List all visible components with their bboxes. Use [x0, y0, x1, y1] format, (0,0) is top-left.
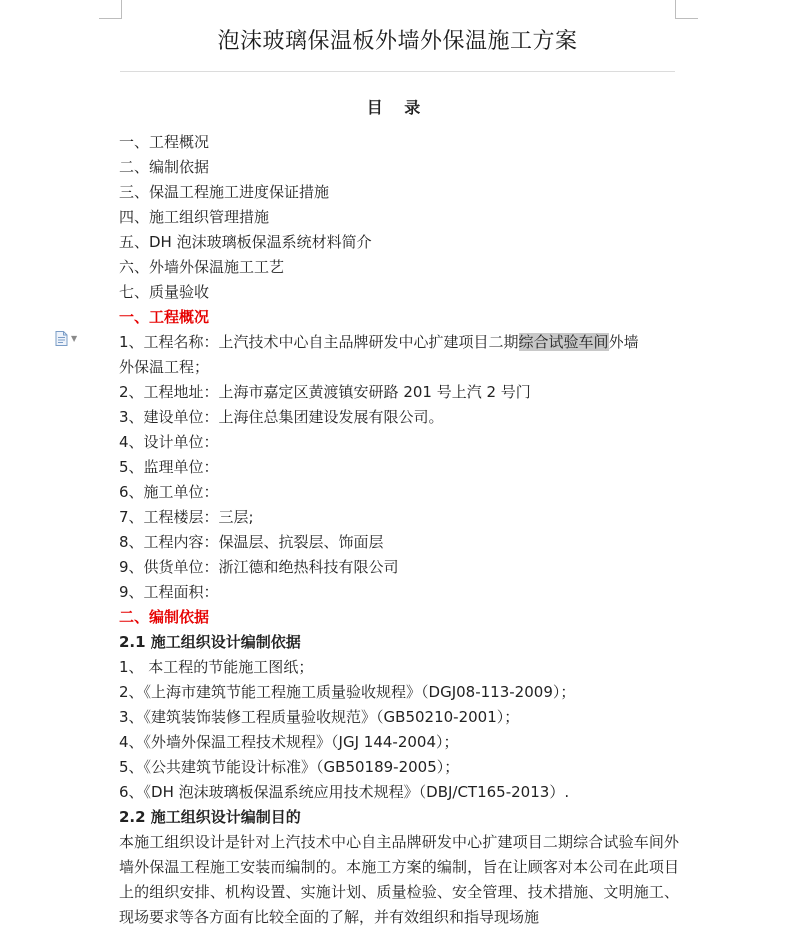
project-name-continuation: 外保温工程；	[119, 358, 210, 376]
highlighted-text: 综合试验车间	[518, 333, 609, 351]
page-corner-mark-left	[99, 0, 122, 19]
overview-item: 9、供货单位：浙江德和绝热科技有限公司	[119, 558, 399, 576]
toc-item[interactable]: 七、质量验收	[119, 283, 210, 301]
toc-item[interactable]: 三、保温工程施工进度保证措施	[119, 183, 330, 201]
subsection-heading: 2.1 施工组织设计编制依据	[119, 633, 301, 651]
overview-item: 7、工程楼层：三层;	[119, 508, 254, 526]
overview-item: 5、监理单位：	[119, 458, 219, 476]
subsection-heading: 2.2 施工组织设计编制目的	[119, 808, 301, 826]
overview-item: 4、设计单位：	[119, 433, 219, 451]
page-corner-mark-right	[675, 0, 698, 19]
toc-item[interactable]: 六、外墙外保温施工工艺	[119, 258, 285, 276]
basis-item: 2、《上海市建筑节能工程施工质量验收规程》（DGJ08-113-2009）；	[119, 683, 576, 701]
overview-item: 6、施工单位：	[119, 483, 219, 501]
document-title: 泡沫玻璃保温板外墙外保温施工方案	[217, 29, 578, 54]
purpose-paragraph: 本施工组织设计是针对上汽技术中心自主品牌研发中心扩建项目二期综合试验车间外墙外保温工程施工安装而编制的。本施工方案的编制，旨在让顾客对本公司在此项目上的组织安排、机构设置、实施计划、质量检验、安全管理、技术措施、文明施工、现场要求等各方面有比较全面的了解，并有效组织和指导现场施	[119, 833, 679, 926]
toc-item[interactable]: 五、DH 泡沫玻璃板保温系统材料简介	[119, 233, 372, 251]
toc-item[interactable]: 二、编制依据	[119, 158, 210, 176]
title-divider	[120, 71, 675, 72]
section-heading-basis: 二、编制依据	[119, 608, 210, 626]
project-name-text-end: 外墙	[608, 333, 639, 351]
overview-item: 3、建设单位：上海住总集团建设发展有限公司。	[119, 408, 444, 426]
toc-heading: 目 录	[366, 98, 429, 117]
overview-item: 2、工程地址：上海市嘉定区黄渡镇安研路 201 号上汽 2 号门	[119, 383, 531, 401]
overview-item: 8、工程内容：保温层、抗裂层、饰面层	[119, 533, 384, 551]
basis-item: 1、 本工程的节能施工图纸；	[119, 658, 314, 676]
basis-item: 4、《外墙外保温工程技术规程》（JGJ 144-2004）；	[119, 733, 459, 751]
toc-item[interactable]: 四、施工组织管理措施	[119, 208, 270, 226]
overview-item: 9、工程面积：	[119, 583, 219, 601]
dropdown-caret-icon[interactable]: ▼	[71, 334, 78, 343]
project-name-text: 1、工程名称：上汽技术中心自主品牌研发中心扩建项目二期	[119, 333, 519, 351]
basis-item: 6、《DH 泡沫玻璃板保温系统应用技术规程》（DBJ/CT165-2013）.	[119, 783, 570, 801]
basis-item: 5、《公共建筑节能设计标准》（GB50189-2005）；	[119, 758, 460, 776]
section-heading-overview: 一、工程概况	[119, 308, 210, 326]
basis-item: 3、《建筑装饰装修工程质量验收规范》（GB50210-2001）；	[119, 708, 520, 726]
project-name-line	[119, 330, 679, 355]
toc-item[interactable]: 一、工程概况	[119, 133, 210, 151]
document-body	[119, 130, 679, 930]
document-note-icon[interactable]	[55, 331, 68, 350]
